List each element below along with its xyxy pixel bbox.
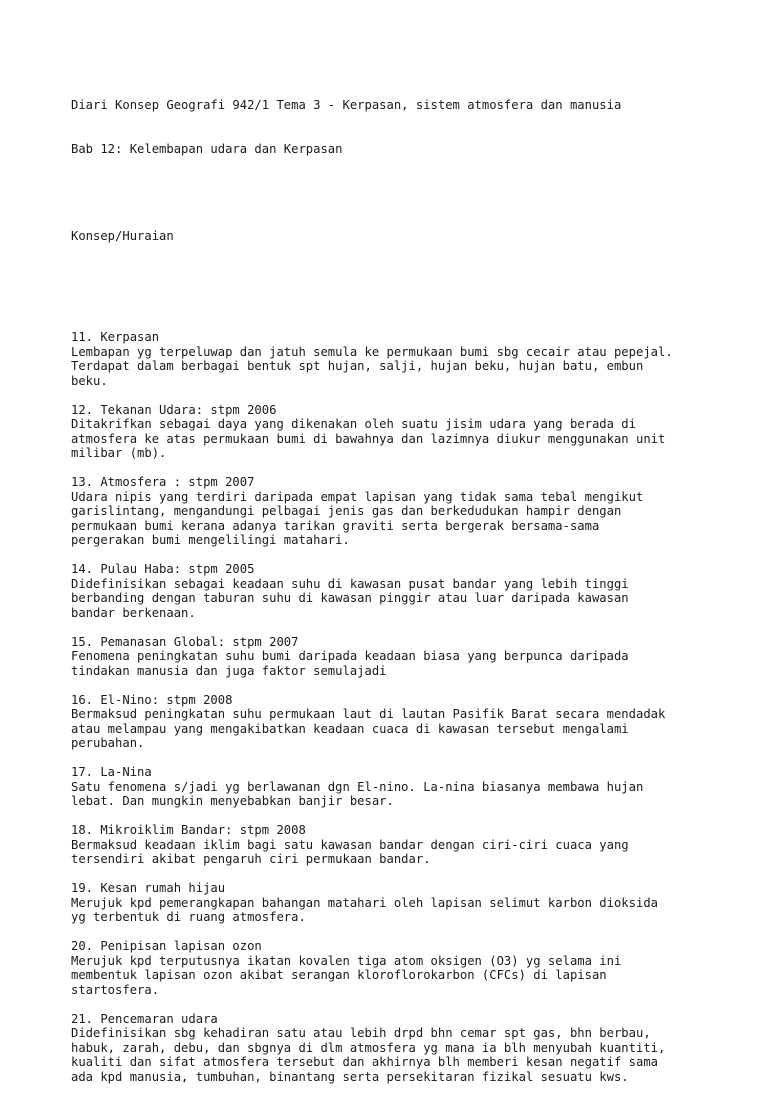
concept-entry-text-line: atau melampau yang mengakibatkan keadaan cuaca di kawasan tersebut mengalami	[71, 721, 629, 736]
concept-entry-text-line: berbanding dengan taburan suhu di kawasan pinggir atau luar daripada kawasan	[71, 591, 629, 605]
concept-entry	[71, 1012, 711, 1085]
concept-entry	[71, 765, 711, 809]
concept-entry-text-line: membentuk lapisan ozon akibat serangan kloroflorokarbon (CFCs) di lapisan	[71, 968, 607, 982]
concept-entry-title: 17. La-Nina	[71, 765, 152, 779]
document-page	[71, 69, 711, 1099]
concept-entry	[71, 403, 711, 461]
concept-entry-text-line: milibar (mb).	[71, 446, 167, 460]
concept-entry	[71, 823, 711, 867]
concept-entry-text-line: pergerakan bumi mengelilingi matahari.	[71, 533, 350, 547]
chapter-title-line: Bab 12: Kelembapan udara dan Kerpasan	[71, 141, 343, 156]
concept-entry-text-line: Ditakrifkan sebagai daya yang dikenakan oleh suatu jisim udara yang berada di	[71, 417, 636, 431]
spacer	[71, 272, 711, 287]
concept-entry-title: 15. Pemanasan Global: stpm 2007	[71, 634, 299, 649]
concept-entry-text-line: Merujuk kpd terputusnya ikatan kovalen tiga atom oksigen (O3) yg selama ini	[71, 953, 622, 968]
concept-entry-text-line: Terdapat dalam berbagai bentuk spt hujan, salji, hujan beku, hujan batu, embun	[71, 359, 644, 373]
concept-entry-title: 21. Pencemaran udara	[71, 1011, 218, 1026]
concept-entry-text-line: Udara nipis yang terdiri daripada empat lapisan yang tidak sama tebal mengikut	[71, 489, 644, 504]
concept-entry-text-line: Bermaksud peningkatan suhu permukaan laut di lautan Pasifik Barat secara mendadak	[71, 707, 666, 721]
concept-entry-title: 14. Pulau Haba: stpm 2005	[71, 562, 255, 576]
concept-entry-text-line: Didefinisikan sbg kehadiran satu atau lebih drpd bhn cemar spt gas, bhn berbau,	[71, 1026, 651, 1040]
concept-entry-title: 20. Penipisan lapisan ozon	[71, 939, 262, 953]
concept-entry-text-line: permukaan bumi kerana adanya tarikan graviti serta bergerak bersama-sama	[71, 518, 600, 533]
concept-entry-text-line: ada kpd manusia, tumbuhan, binantang serta persekitaran fizikal sesuatu kws.	[71, 1069, 629, 1084]
concept-entry-text-line: tindakan manusia dan juga faktor semulajadi	[71, 663, 387, 678]
concept-entry-title: 11. Kerpasan	[71, 330, 160, 344]
concept-entry-text-line: startosfera.	[71, 982, 160, 997]
concept-entry-text-line: garislintang, mengandungi pelbagai jenis gas dan berkedudukan hampir dengan	[71, 504, 622, 518]
concept-entry-text-line: beku.	[71, 373, 108, 388]
concept-entry-title: 18. Mikroiklim Bandar: stpm 2008	[71, 823, 306, 837]
concept-entry-text-line: bandar berkenaan.	[71, 605, 196, 620]
spacer	[71, 185, 711, 200]
concept-entry-title: 19. Kesan rumah hijau	[71, 881, 226, 895]
concept-list	[71, 330, 711, 1084]
section-label: Konsep/Huraian	[71, 228, 174, 243]
concept-entry-text-line: Merujuk kpd pemerangkapan bahangan matahari oleh lapisan selimut karbon dioksida	[71, 895, 658, 910]
concept-entry-text-line: Fenomena peningkatan suhu bumi daripada keadaan biasa yang berpunca daripada	[71, 649, 629, 663]
concept-entry-title: 12. Tekanan Udara: stpm 2006	[71, 402, 277, 417]
concept-entry	[71, 881, 711, 925]
document-title-line: Diari Konsep Geografi 942/1 Tema 3 - Kerpasan, sistem atmosfera dan manusia	[71, 98, 622, 112]
concept-entry-text-line: kualiti dan sifat atmosfera tersebut dan akhirnya blh memberi kesan negatif sama	[71, 1055, 658, 1069]
concept-entry	[71, 693, 711, 751]
concept-entry	[71, 562, 711, 620]
concept-entry-text-line: tersendiri akibat pengaruh ciri permukaan bandar.	[71, 852, 431, 866]
concept-entry	[71, 939, 711, 997]
concept-entry-text-line: atmosfera ke atas permukaan bumi di bawahnya dan lazimnya diukur menggunakan unit	[71, 431, 666, 446]
concept-entry-text-line: lebat. Dan mungkin menyebabkan banjir besar.	[71, 794, 394, 808]
concept-entry	[71, 635, 711, 679]
concept-entry-text-line: Didefinisikan sebagai keadaan suhu di kawasan pusat bandar yang lebih tinggi	[71, 576, 629, 591]
concept-entry-text-line: habuk, zarah, debu, dan sbgnya di dlm atmosfera yg mana ia blh menyubah kuantiti,	[71, 1040, 666, 1055]
concept-entry-title: 16. El-Nino: stpm 2008	[71, 692, 233, 707]
concept-entry-text-line: Bermaksud keadaan iklim bagi satu kawasan bandar dengan ciri-ciri cuaca yang	[71, 837, 629, 852]
concept-entry	[71, 330, 711, 388]
concept-entry-text-line: Lembapan yg terpeluwap dan jatuh semula ke permukaan bumi sbg cecair atau pepejal.	[71, 344, 673, 359]
concept-entry-title: 13. Atmosfera : stpm 2007	[71, 475, 255, 489]
concept-entry	[71, 475, 711, 548]
concept-entry-text-line: perubahan.	[71, 736, 145, 750]
concept-entry-text-line: Satu fenomena s/jadi yg berlawanan dgn El-nino. La-nina biasanya membawa hujan	[71, 779, 644, 794]
concept-entry-text-line: yg terbentuk di ruang atmosfera.	[71, 910, 306, 924]
